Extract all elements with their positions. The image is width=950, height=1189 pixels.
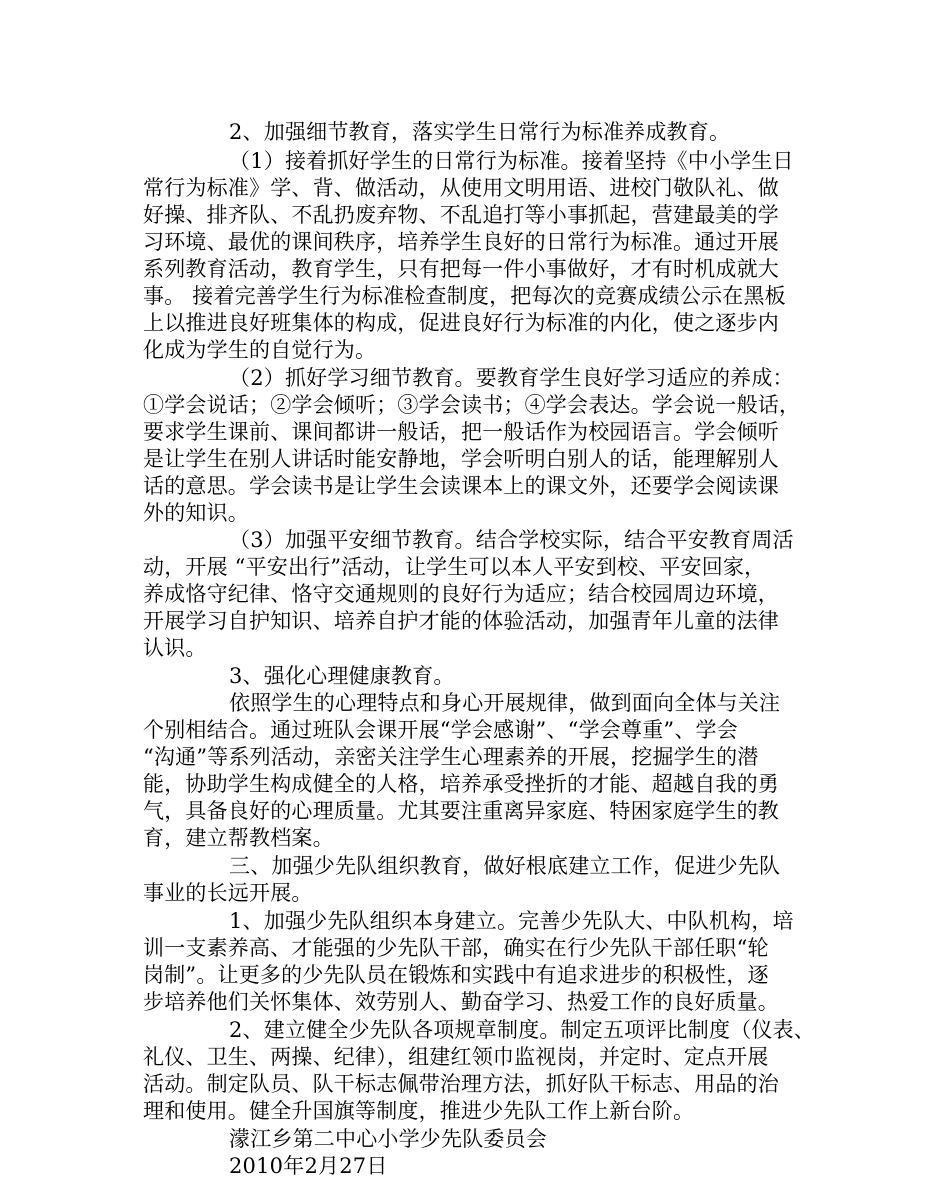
paragraph-line: 化成为学生的自觉行为。 bbox=[143, 338, 377, 362]
paragraph-line: 养成恪守纪律、恪守交通规则的良好行为适应；结合校园周边环境， bbox=[143, 582, 779, 606]
paragraph-line: 个别相结合。通过班队会课开展“学会感谢”、“学会尊重”、学会 bbox=[143, 718, 738, 742]
paragraph-line: 动，开展 “平安出行”活动，让学生可以本人平安到校、平安回家， bbox=[143, 555, 766, 579]
paragraph-line: 1、加强少先队组织本身建立。完善少先队大、中队机构，培 bbox=[229, 909, 794, 933]
paragraph-line: 活动。制定队员、队干标志佩带治理方法，抓好队干标志、用品的治 bbox=[143, 1072, 779, 1096]
paragraph-line: 系列教育活动，教育学生，只有把每一件小事做好，才有时机成就大 bbox=[143, 257, 779, 281]
paragraph-line: 要求学生课前、课间都讲一般话，把一般话作为校园语言。学会倾听 bbox=[143, 420, 779, 444]
paragraph-line: 步培养他们关怀集体、效劳别人、勤奋学习、热爱工作的良好质量。 bbox=[143, 990, 779, 1014]
paragraph-line: 岗制”。让更多的少先队员在锻炼和实践中有追求进步的积极性，逐 bbox=[143, 963, 769, 987]
paragraph-line: 事。 接着完善学生行为标准检查制度，把每次的竞赛成绩公示在黑板 bbox=[143, 284, 786, 308]
signature-organization: 濛江乡第二中心小学少先队委员会 bbox=[229, 1127, 547, 1151]
section-heading: 三、加强少先队组织教育，做好根底建立工作，促进少先队 bbox=[229, 854, 781, 878]
paragraph-line: 事业的长远开展。 bbox=[143, 881, 313, 905]
paragraph-line: 上以推进良好班集体的构成，促进良好行为标准的内化，使之逐步内 bbox=[143, 311, 779, 335]
paragraph-line: 是让学生在别人讲话时能安静地，学会听明白别人的话，能理解别人 bbox=[143, 447, 779, 471]
paragraph-line: 依照学生的心理特点和身心开展规律，做到面向全体与关注 bbox=[229, 691, 781, 715]
paragraph-line: 习环境、最优的课间秩序，培养学生良好的日常行为标准。通过开展 bbox=[143, 230, 779, 254]
paragraph-line: 礼仪、卫生、两操、纪律），组建红领巾监视岗，并定时、定点开展 bbox=[143, 1045, 769, 1069]
paragraph-line: 理和使用。健全升国旗等制度，推进少先队工作上新台阶。 bbox=[143, 1099, 695, 1123]
paragraph-line: 话的意思。学会读书是让学生会读课本上的课文外，还要学会阅读课 bbox=[143, 474, 779, 498]
paragraph-line: 气，具备良好的心理质量。尤其要注重离异家庭、特困家庭学生的教 bbox=[143, 799, 779, 823]
paragraph-line: 常行为标准》学、背、做活动，从使用文明用语、进校门敬队礼、做 bbox=[143, 176, 779, 200]
paragraph-line: （1）接着抓好学生的日常行为标准。接着坚持《中小学生日 bbox=[229, 149, 794, 173]
paragraph-line: 能，协助学生构成健全的人格，培养承受挫折的才能、超越自我的勇 bbox=[143, 772, 779, 796]
paragraph-line: 外的知识。 bbox=[143, 501, 249, 525]
paragraph-line: （3）加强平安细节教育。结合学校实际，结合平安教育周活 bbox=[229, 528, 794, 552]
paragraph-line: “沟通”等系列活动，亲密关注学生心理素养的开展，挖掘学生的潜 bbox=[143, 745, 759, 769]
section-heading: 2、加强细节教育，落实学生日常行为标准养成教育。 bbox=[229, 120, 731, 144]
paragraph-line: 认识。 bbox=[143, 636, 207, 660]
paragraph-line: ①学会说话；②学会倾听；③学会读书；④学会表达。学会说一般话， bbox=[143, 393, 801, 417]
paragraph-line: 开展学习自护知识、培养自护才能的体验活动，加强青年儿童的法律 bbox=[143, 609, 779, 633]
paragraph-line: （2）抓好学习细节教育。要教育学生良好学习适应的养成： bbox=[229, 366, 794, 390]
paragraph-line: 育，建立帮教档案。 bbox=[143, 826, 334, 850]
section-heading: 3、强化心理健康教育。 bbox=[229, 664, 455, 688]
paragraph-line: 2、建立健全少先队各项规章制度。制定五项评比制度（仪表、 bbox=[229, 1018, 815, 1042]
paragraph-line: 训一支素养高、才能强的少先队干部，确实在行少先队干部任职“轮 bbox=[143, 936, 769, 960]
signature-date: 2010年2月27日 bbox=[229, 1154, 388, 1178]
paragraph-line: 好操、排齐队、不乱扔废弃物、不乱追打等小事抓起，营建最美的学 bbox=[143, 203, 779, 227]
